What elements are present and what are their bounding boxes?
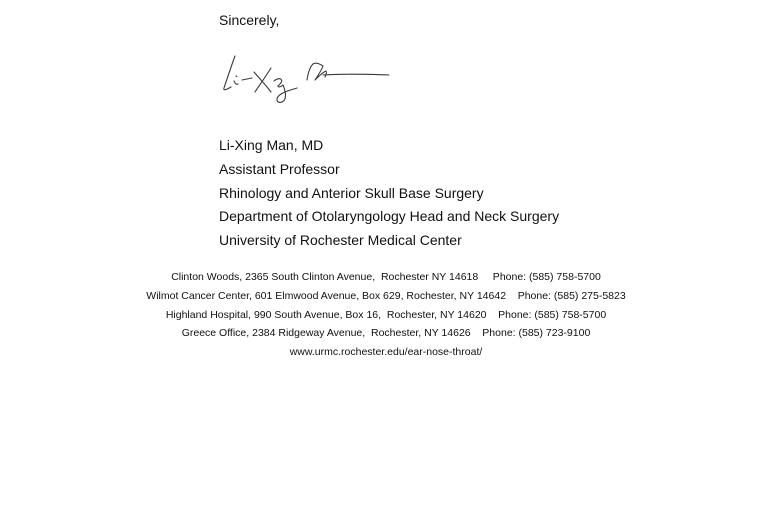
closing-salutation: Sincerely, [219, 12, 280, 28]
signature-block [219, 136, 559, 255]
signer-institution: University of Rochester Medical Center [219, 232, 462, 249]
location-highland-hospital: Highland Hospital, 990 South Avenue, Box 16, Rochester, NY 14620 Phone: (585) 758-5700 [165, 308, 607, 321]
location-clinton-woods: Clinton Woods, 2365 South Clinton Avenue, Rochester NY 14618 Phone: (585) 758-5700 [171, 271, 601, 283]
signer-division: Rhinology and Anterior Skull Base Surgery [219, 184, 484, 201]
signer-name: Li-Xing Man, MD [219, 137, 324, 153]
letterhead-footer [0, 270, 772, 364]
website-url: www.urmc.rochester.edu/ear-nose-throat/ [289, 346, 483, 359]
signer-department: Department of Otolaryngology Head and Neck Surgery [219, 208, 560, 225]
signature-drawing [219, 54, 395, 106]
handwritten-signature [219, 54, 395, 106]
location-wilmot-cancer-center: Wilmot Cancer Center, 601 Elmwood Avenue, Box 629, Rochester, NY 14642 Phone: (585) 275-5823 [146, 289, 626, 302]
signer-title: Assistant Professor [219, 160, 340, 177]
location-greece-office: Greece Office, 2384 Ridgeway Avenue, Rochester, NY 14626 Phone: (585) 723-9100 [181, 327, 591, 340]
